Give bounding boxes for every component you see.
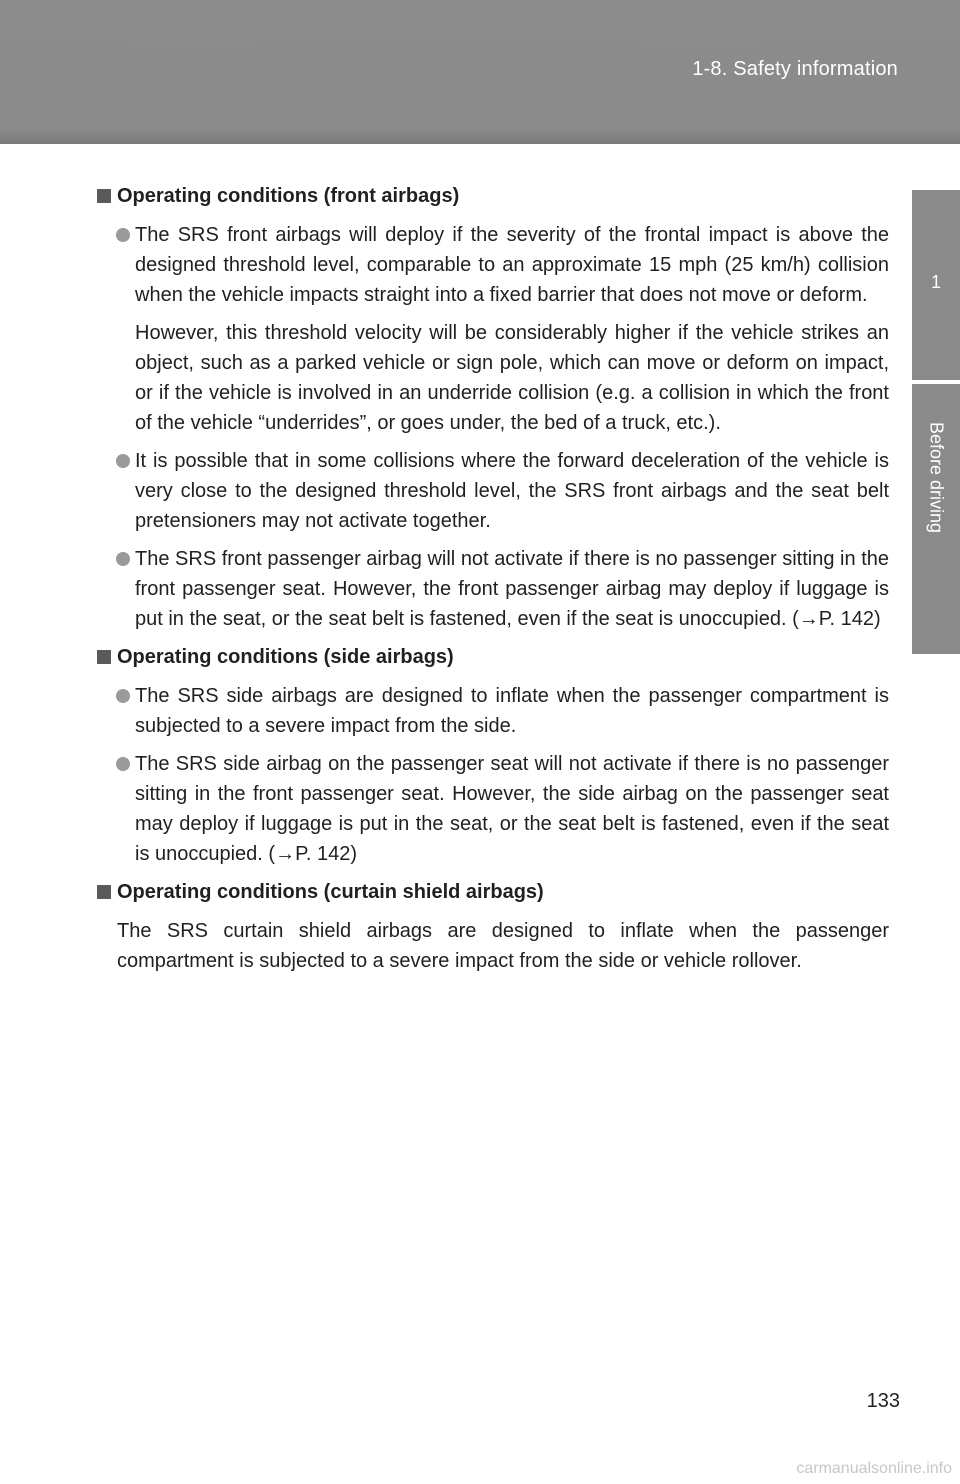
square-bullet-icon (97, 885, 111, 899)
circle-bullet-icon (116, 552, 130, 566)
heading-front-airbags (96, 181, 889, 211)
circle-bullet-icon (116, 689, 130, 703)
heading-side-airbags (96, 642, 889, 672)
page-header (0, 0, 960, 144)
circle-bullet-icon (116, 757, 130, 771)
watermark: carmanualsonline.info (796, 1460, 952, 1477)
paragraph: However, this threshold velocity will be considerably higher if the vehicle strikes an object, such as a parked vehicle or sign pole, which can move or deform on impact, or if the vehicle is involved in an underride collision (e.g. a collision in which the front of the vehicle “underrides”, or goes under, the bed of a truck, etc.). (135, 322, 889, 434)
section-title: 1-8. Safety information (692, 58, 898, 80)
list-item (96, 446, 889, 536)
chapter-number: 1 (930, 272, 941, 292)
list-item-text: It is possible that in some collisions where the forward deceleration of the vehicle is very close to the designed threshold level, the SRS front airbags and the seat belt pretensioners may not activate together. (135, 450, 889, 532)
list-item (96, 220, 889, 310)
heading-text: Operating conditions (side airbags) (117, 646, 454, 668)
circle-bullet-icon (116, 454, 130, 468)
list-item (96, 681, 889, 741)
paragraph: The SRS curtain shield airbags are designed to inflate when the passenger compartment is subjected to a severe impact from the side or vehicle rollover. (117, 920, 889, 972)
heading-text: Operating conditions (front airbags) (117, 185, 460, 207)
chapter-tab-number (912, 190, 960, 380)
chapter-tab-label (912, 384, 960, 654)
list-item (96, 544, 889, 634)
list-item (96, 749, 889, 869)
page-content (96, 181, 889, 984)
square-bullet-icon (97, 650, 111, 664)
list-item-text: The SRS front passenger airbag will not activate if there is no passenger sitting in the front passenger seat. However, the front passenger airbag may deploy if luggage is put in the seat, or the seat belt is fastened, even if the seat is unoccupied. (→P. 142) (135, 548, 889, 630)
heading-curtain-airbags (96, 877, 889, 907)
list-item-text: The SRS front airbags will deploy if the severity of the frontal impact is above the designed threshold level, comparable to an approximate 15 mph (25 km/h) collision when the vehicle impacts straight into a fixed barrier that does not move or deform. (135, 224, 889, 306)
heading-text: Operating conditions (curtain shield airbags) (117, 881, 544, 903)
square-bullet-icon (97, 189, 111, 203)
chapter-label: Before driving (926, 422, 947, 534)
circle-bullet-icon (116, 228, 130, 242)
list-item-text: The SRS side airbag on the passenger seat will not activate if there is no passenger sitting in the front passenger seat. However, the side airbag on the passenger seat may deploy if luggage is put in the seat, or the seat belt is fastened, even if the seat is unoccupied. (→P. 142) (135, 753, 889, 865)
list-item-text: The SRS side airbags are designed to inflate when the passenger compartment is subjected to a severe impact from the side. (135, 685, 889, 737)
page-number: 133 (866, 1390, 900, 1412)
